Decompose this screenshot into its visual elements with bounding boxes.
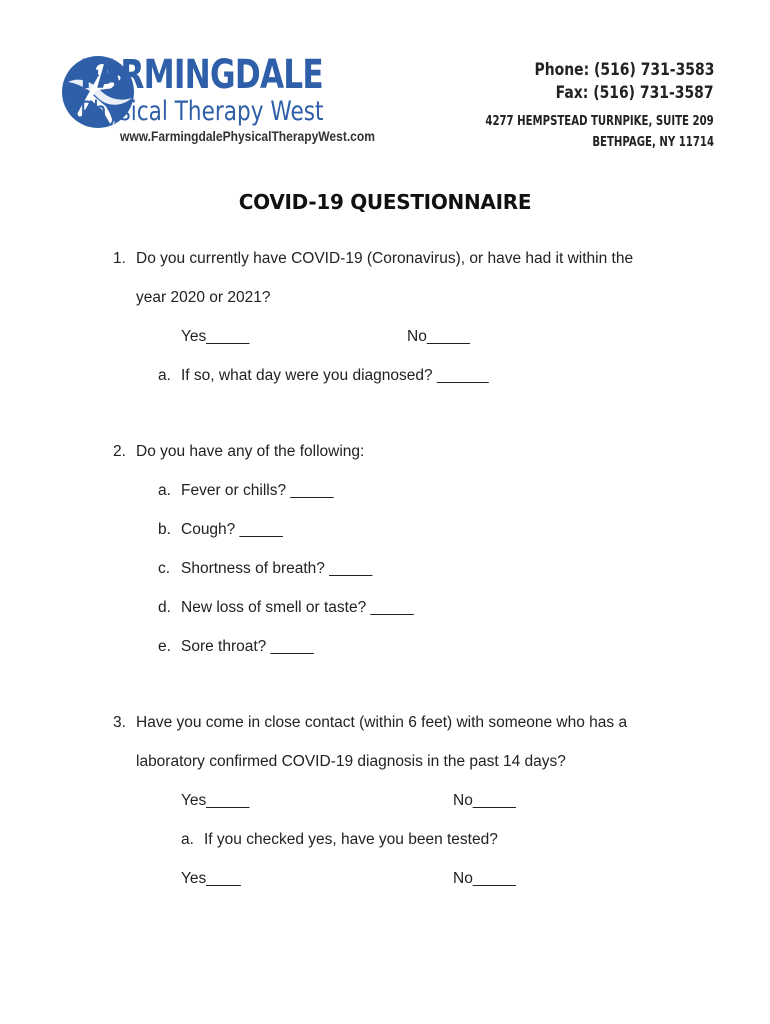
question-2c-label: c. — [158, 560, 171, 577]
phone-number: Phone: (516) 731-3583 — [534, 60, 714, 80]
address-line-1: 4277 HEMPSTEAD TURNPIKE, SUITE 209 — [485, 114, 714, 129]
question-2d-label: d. — [158, 599, 171, 616]
question-3a-label: a. — [181, 831, 194, 848]
question-1a-label: a. — [158, 367, 171, 384]
question-2a-fever-field[interactable]: Fever or chills? _____ — [181, 482, 334, 499]
question-2-number: 2. — [113, 443, 126, 460]
question-2c-breath-field[interactable]: Shortness of breath? _____ — [181, 560, 373, 577]
question-3a-yes-field[interactable]: Yes____ — [181, 870, 241, 887]
question-2b-label: b. — [158, 521, 171, 538]
question-2b-cough-field[interactable]: Cough? _____ — [181, 521, 283, 538]
fax-number: Fax: (516) 731-3587 — [556, 83, 714, 103]
question-2d-smell-field[interactable]: New loss of smell or taste? _____ — [181, 599, 414, 616]
question-3-yes-field[interactable]: Yes_____ — [181, 792, 250, 809]
question-2e-label: e. — [158, 638, 171, 655]
question-1-line-1: Do you currently have COVID-19 (Coronavirus), or have had it within the — [136, 250, 634, 267]
question-1-yes-field[interactable]: Yes_____ — [181, 328, 250, 345]
brand-subtitle: Physical Therapy West — [80, 96, 324, 127]
question-3-number: 3. — [113, 714, 126, 731]
question-3-no-field[interactable]: No_____ — [453, 792, 516, 809]
brand-name: FARMINGDALE — [80, 52, 323, 98]
question-3-line-1: Have you come in close contact (within 6 feet) with someone who has a — [136, 714, 628, 731]
page-title: COVID-19 QUESTIONNAIRE — [238, 190, 532, 214]
question-3a-no-field[interactable]: No_____ — [453, 870, 516, 887]
question-1a-diagnosed-field[interactable]: If so, what day were you diagnosed? ______ — [181, 367, 489, 384]
question-2-line-1: Do you have any of the following: — [136, 443, 365, 460]
question-1-line-2: year 2020 or 2021? — [136, 289, 271, 306]
contact-block — [454, 60, 714, 160]
question-2a-label: a. — [158, 482, 171, 499]
brand-url: www.FarmingdalePhysicalTherapyWest.com — [120, 128, 375, 144]
question-1-no-field[interactable]: No_____ — [407, 328, 470, 345]
question-2e-throat-field[interactable]: Sore throat? _____ — [181, 638, 314, 655]
question-3-line-2: laboratory confirmed COVID-19 diagnosis in the past 14 days? — [136, 753, 566, 770]
address-line-2: BETHPAGE, NY 11714 — [592, 135, 714, 150]
question-3a-tested-text: If you checked yes, have you been tested? — [204, 831, 498, 848]
question-1-number: 1. — [113, 250, 126, 267]
